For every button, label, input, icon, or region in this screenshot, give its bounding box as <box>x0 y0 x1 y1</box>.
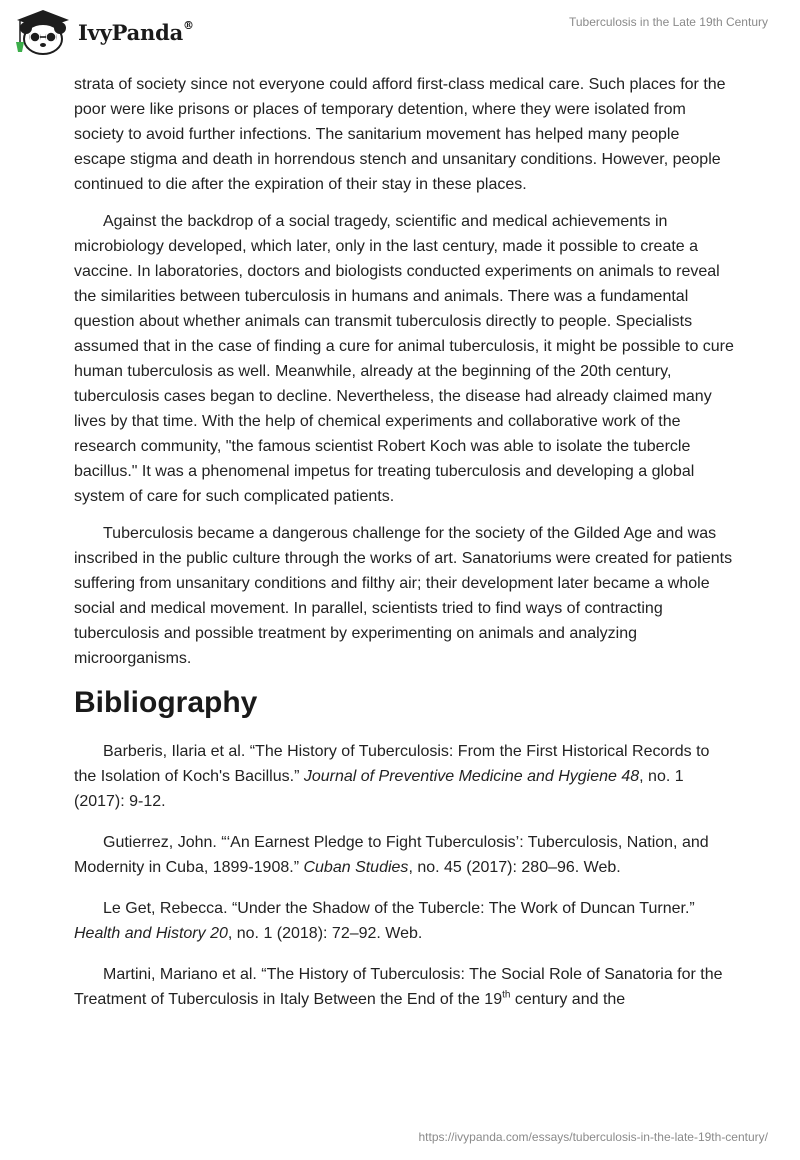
document-content <box>74 72 734 1028</box>
brand-name: IvyPanda® <box>78 18 194 45</box>
panda-graduate-icon <box>14 8 72 56</box>
page-header <box>0 0 800 64</box>
body-paragraph: strata of society since not everyone could afford first-class medical care. Such places for the poor were like prisons or places of temporary detention, where they were isolated from society to avoid further infections. The sanitarium movement has helped many people escape stigma and death in horrendous stench and unsanitary conditions. However, people continued to die after the expiration of their stay in these places. <box>74 76 726 193</box>
bibliography-entry: Gutierrez, John. “‘An Earnest Pledge to Fight Tuberculosis’: Tuberculosis, Nation, and Modernity in Cuba, 1899-1908.” Cuban Studies, no. 45 (2017): 280–96. Web. <box>74 834 709 876</box>
ivypanda-logo[interactable] <box>14 8 194 56</box>
bibliography-entry: Martini, Mariano et al. “The History of Tuberculosis: The Social Role of Sanatoria for the Treatment of Tuberculosis in Italy Between the End of the 19th century and the <box>74 966 723 1008</box>
source-url-link[interactable]: https://ivypanda.com/essays/tuberculosis-in-the-late-19th-century/ <box>418 1130 768 1144</box>
bibliography-heading: Bibliography <box>74 686 258 719</box>
bibliography-entry: Barberis, Ilaria et al. “The History of Tuberculosis: From the First Historical Records to the Isolation of Koch's Bacillus.” Journal of Preventive Medicine and Hygiene 48, no. 1 (2017): 9-12. <box>74 743 710 810</box>
running-title: Tuberculosis in the Late 19th Century <box>568 15 768 29</box>
body-paragraph: Against the backdrop of a social tragedy, scientific and medical achievements in microbiology developed, which later, only in the last century, made it possible to create a vaccine. In laboratories, doctors and biologists conducted experiments on animals to reveal the similarities between tuberculosis in humans and animals. There was a fundamental question about whether animals can transmit tuberculosis directly to people. Specialists assumed that in the case of finding a cure for animal tuberculosis, it might be possible to cure human tuberculosis as well. Meanwhile, already at the beginning of the 20th century, tuberculosis cases began to decline. Nevertheless, the disease had already claimed many lives by that time. With the help of chemical experiments and collaborative work of the research community, "the famous scientist Robert Koch was able to isolate the tubercle bacillus." It was a phenomenal impetus for treating tuberculosis and developing a global system of care for such complicated patients. <box>74 213 734 505</box>
body-paragraph: Tuberculosis became a dangerous challenge for the society of the Gilded Age and was inscribed in the public culture through the works of art. Sanatoriums were created for patients suffering from unsanitary conditions and filthy air; their development later became a whole social and medical movement. In parallel, scientists tried to find ways of contracting tuberculosis and possible treatment by experimenting on animals and analyzing microorganisms. <box>74 525 733 667</box>
bibliography-entry: Le Get, Rebecca. “Under the Shadow of the Tubercle: The Work of Duncan Turner.” Health and History 20, no. 1 (2018): 72–92. Web. <box>74 900 695 942</box>
